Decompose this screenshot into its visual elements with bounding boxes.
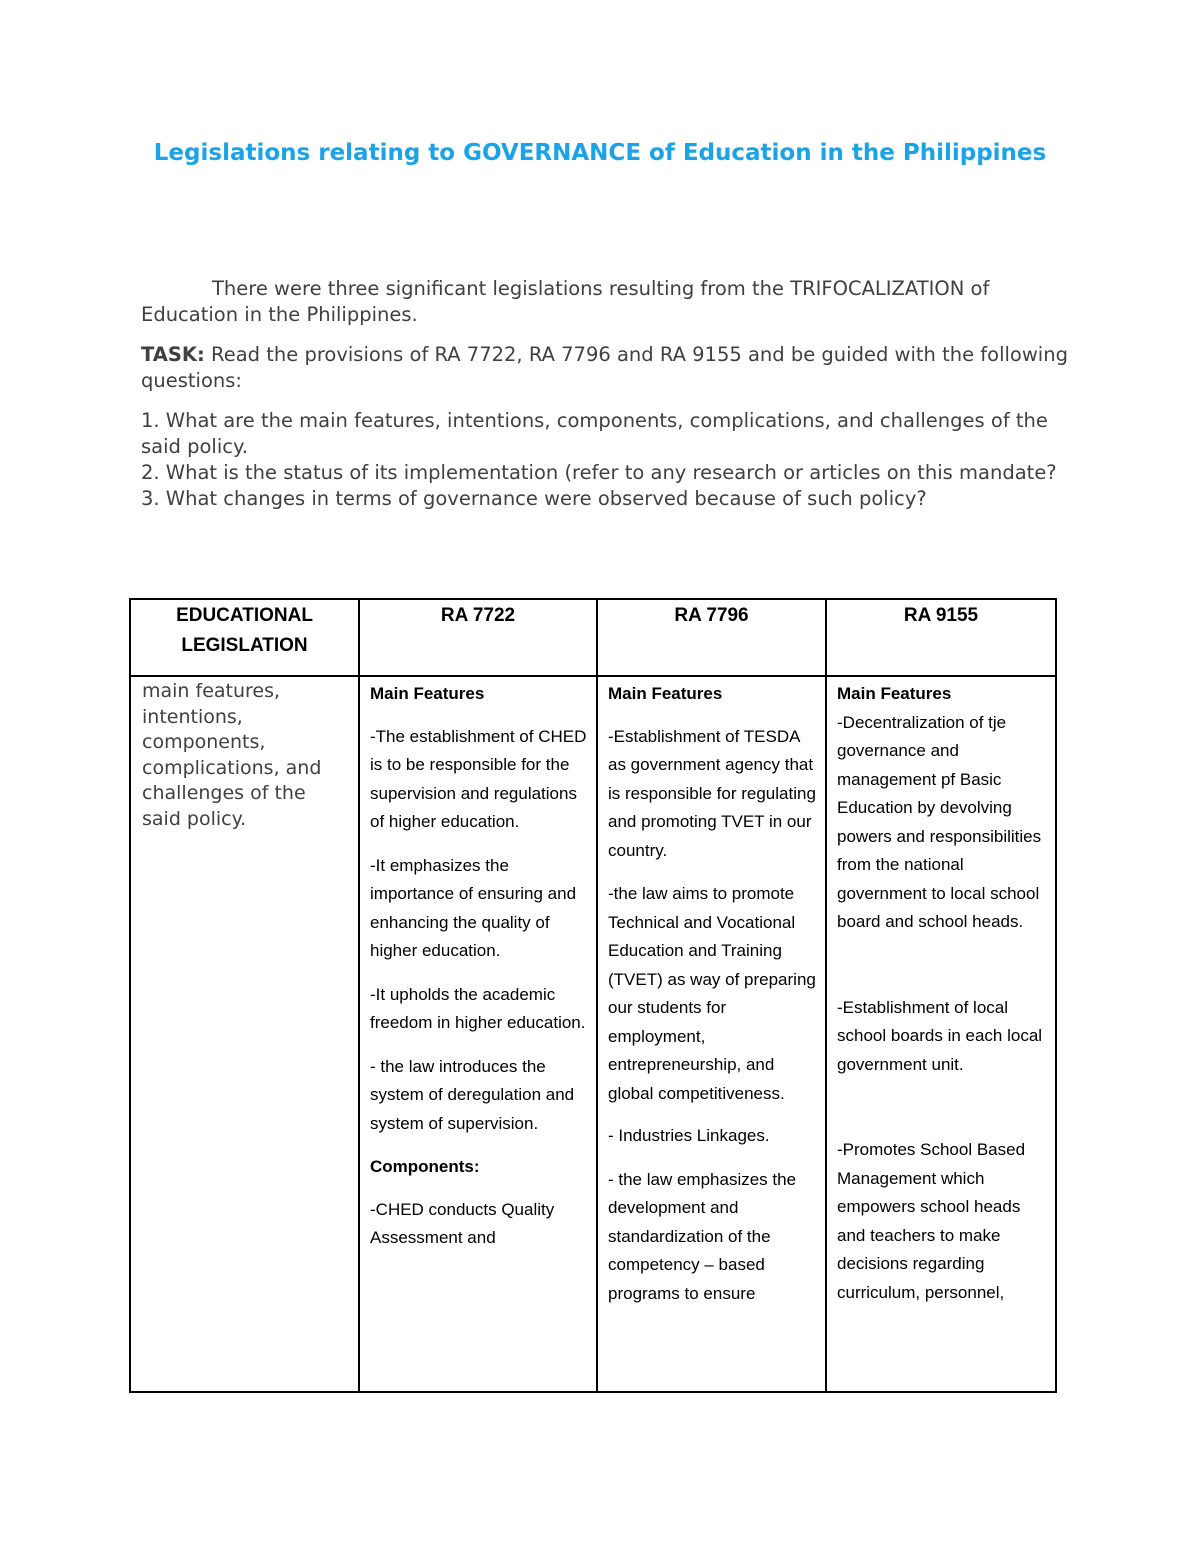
header-ra-7796: RA 7796 (597, 599, 826, 676)
ra7722-item: -The establishment of CHED is to be responsible for the supervision and regulations of higher education. (370, 726, 587, 831)
header-ra-9155: RA 9155 (826, 599, 1056, 676)
task-paragraph (141, 342, 1071, 394)
document-title: Legislations relating to GOVERNANCE of Education in the Philippines (153, 140, 1047, 166)
ra7796-item: - the law emphasizes the development and standardization of the competency – based programs to ensure (608, 1169, 797, 1303)
ra9155-item: -Decentralization of tje governance and management pf Basic Education by devolving powers and responsibilities from the national government to local school board and school heads. (837, 712, 1042, 931)
cell-ra-7796 (597, 676, 826, 1392)
ra7796-heading: Main Features (608, 684, 723, 703)
ra7722-item: - the law introduces the system of deregulation and system of supervision. (370, 1056, 575, 1133)
ra7796-item: - Industries Linkages. (608, 1126, 770, 1145)
ra7796-item: -Establishment of TESDA as government agency that is responsible for regulating and promoting TVET in our country. (608, 726, 816, 860)
question-1: 1. What are the main features, intentions, components, complications, and challenges of the said policy. (141, 409, 1048, 458)
ra7722-item: -It upholds the academic freedom in higher education. (370, 984, 586, 1032)
ra7722-heading: Main Features (370, 684, 485, 703)
row-label: main features, intentions, components, complications, and challenges of the said policy. (130, 676, 359, 1392)
ra7722-item: -It emphasizes the importance of ensuring and enhancing the quality of higher education. (370, 855, 577, 960)
intro-section (141, 276, 1071, 512)
question-3: 3. What changes in terms of governance were observed because of such policy? (141, 487, 927, 510)
ra9155-heading: Main Features (837, 684, 952, 703)
table-header-row (130, 599, 1056, 676)
ra9155-item: -Promotes School Based Management which empowers school heads and teachers to make decisions regarding curriculum, personnel, (837, 1140, 1026, 1302)
legislation-table (129, 598, 1057, 1393)
intro-paragraph: There were three significant legislations resulting from the TRIFOCALIZATION of Education in the Philippines. (141, 277, 990, 326)
question-2: 2. What is the status of its implementation (refer to any research or articles on this mandate? (141, 461, 1057, 484)
header-educational-legislation: EDUCATIONAL LEGISLATION (130, 599, 359, 676)
ra7722-component-item: -CHED conducts Quality Assessment and (370, 1199, 555, 1247)
header-ra-7722: RA 7722 (359, 599, 597, 676)
ra7796-item: -the law aims to promote Technical and Vocational Education and Training (TVET) as way of preparing our students for employment, entrepreneurship, and global competitiveness. (608, 884, 816, 1103)
cell-ra-7722 (359, 676, 597, 1392)
table-row (130, 676, 1056, 1392)
ra7722-components-heading: Components: (370, 1157, 480, 1176)
task-label: TASK: (141, 343, 205, 366)
cell-ra-9155 (826, 676, 1056, 1392)
spacer (837, 1079, 1051, 1136)
task-text: Read the provisions of RA 7722, RA 7796 and RA 9155 and be guided with the following questions: (141, 343, 1068, 392)
ra9155-item: -Establishment of local school boards in each local government unit. (837, 997, 1043, 1074)
spacer (837, 937, 1051, 994)
